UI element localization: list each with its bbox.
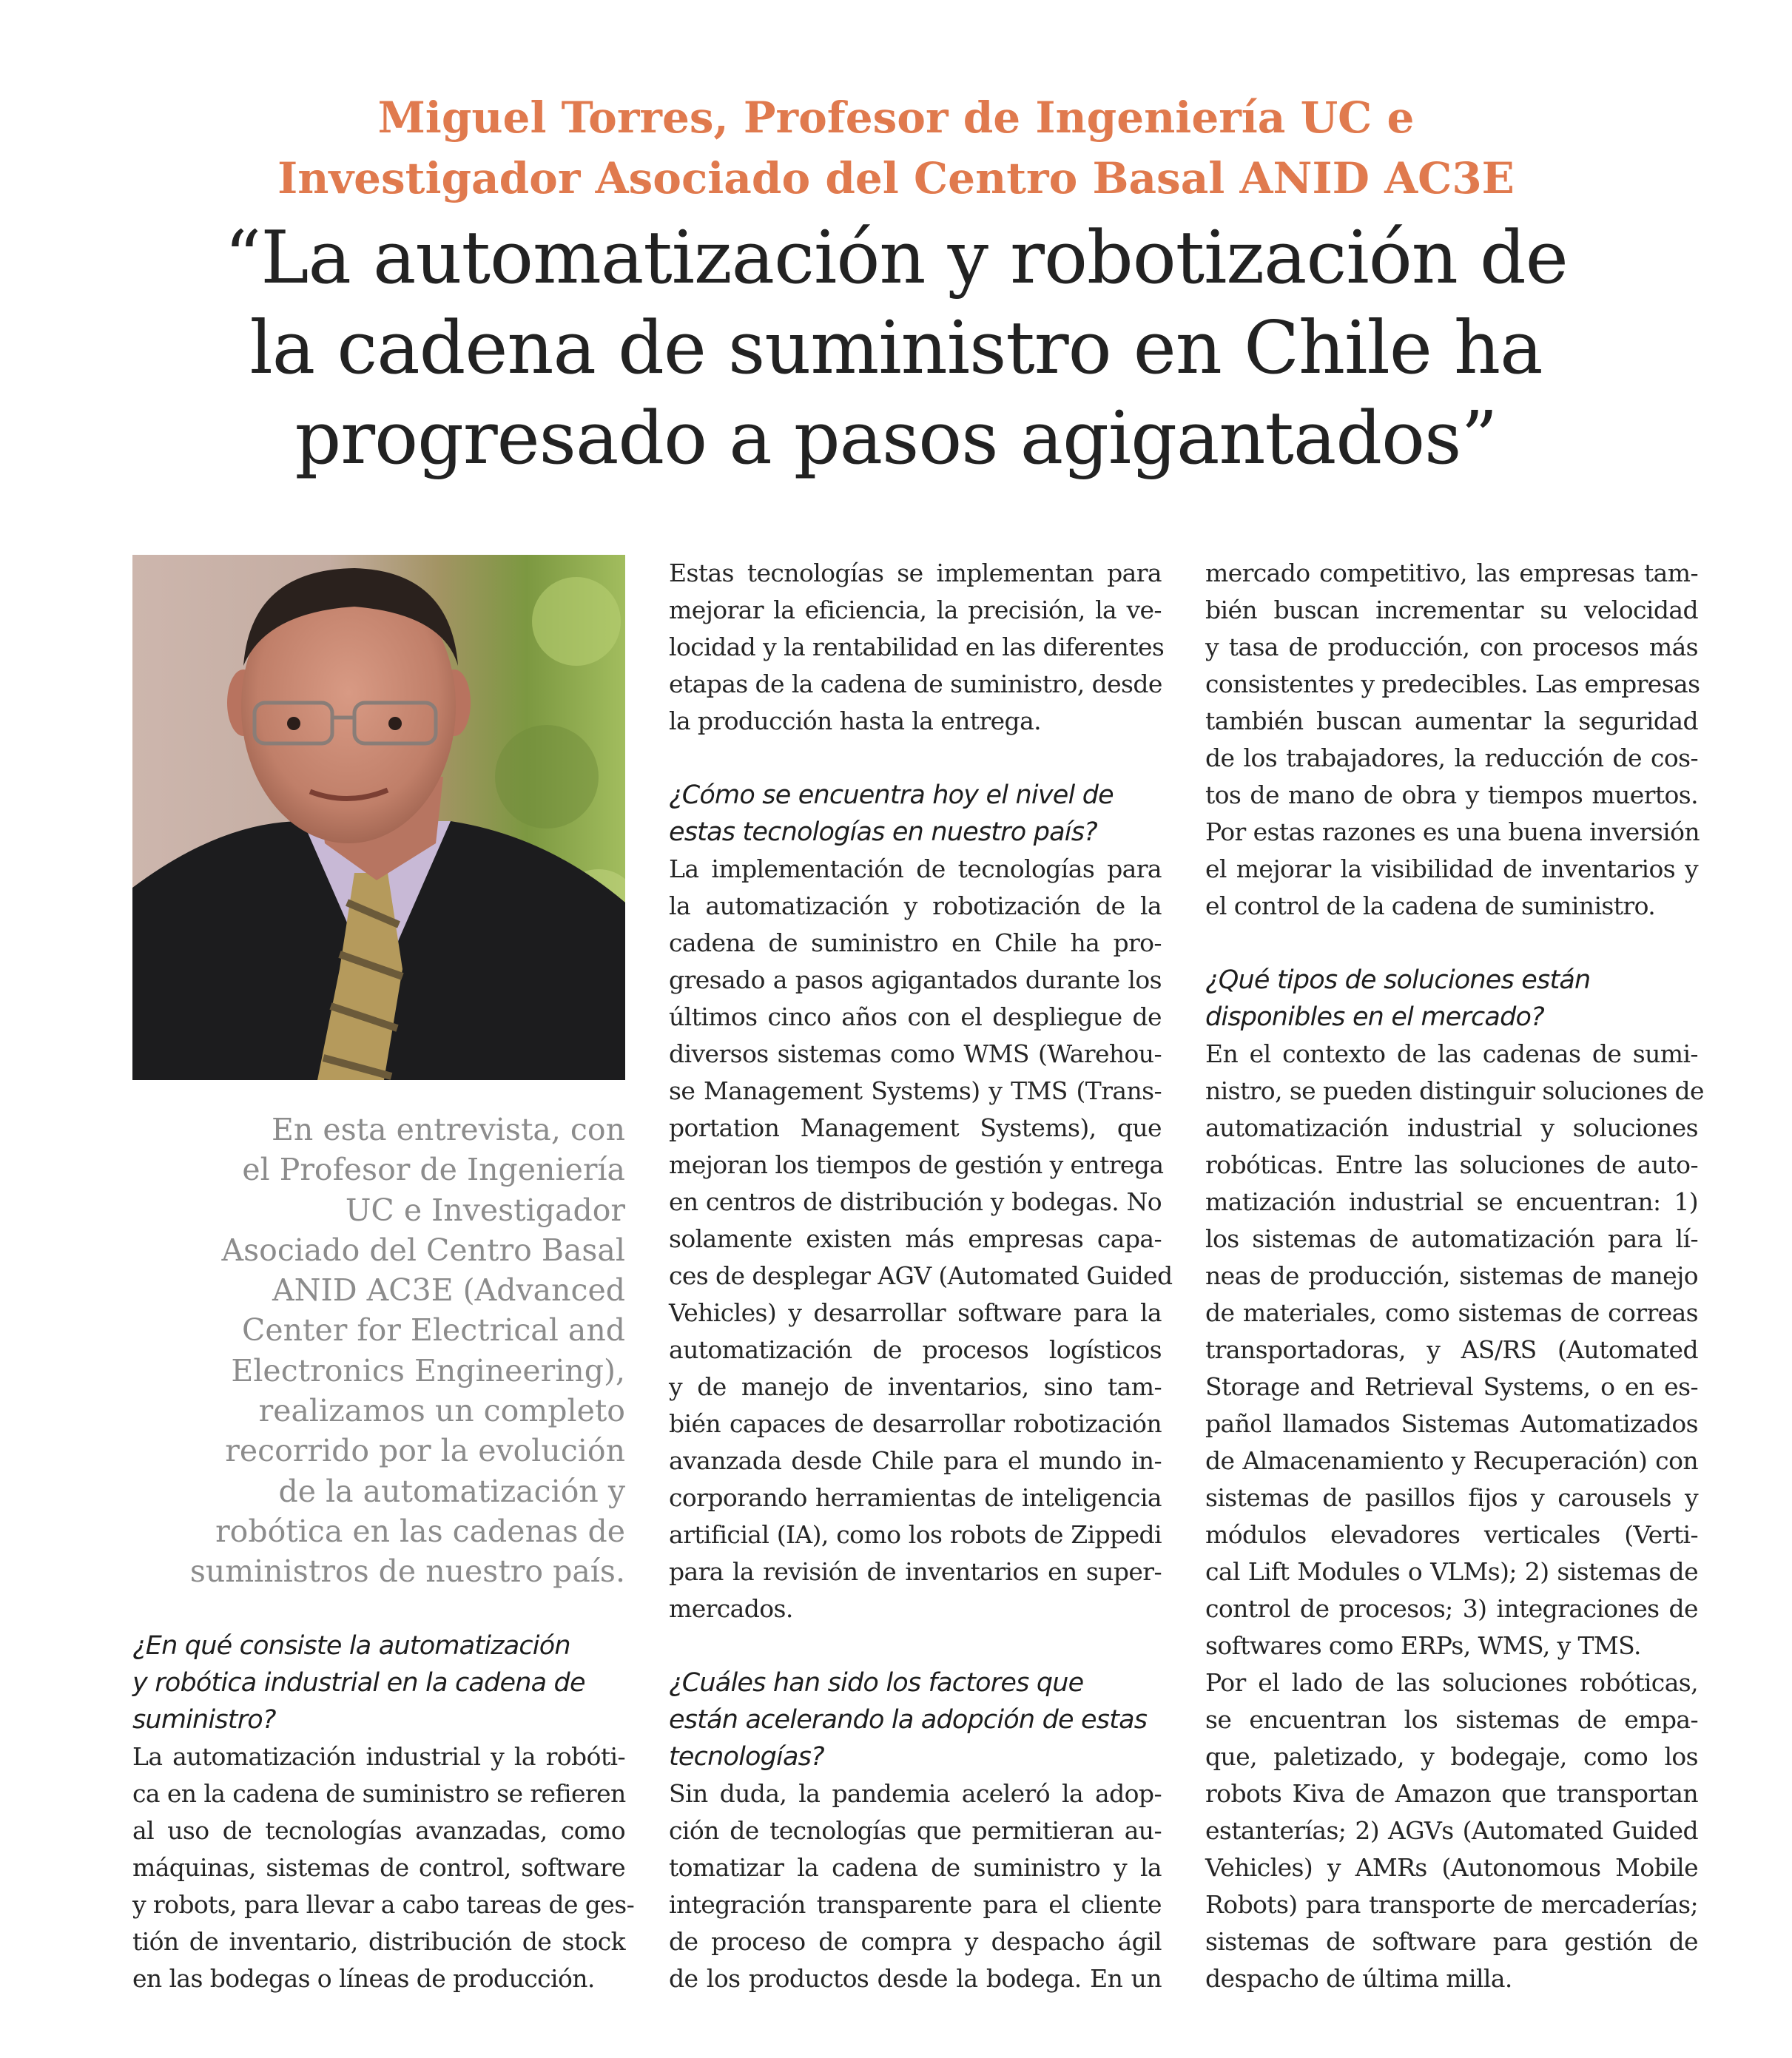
text-line: neas de producción, sistemas de manejo [1205, 1261, 1698, 1290]
question-heading [132, 1627, 625, 1738]
text-line: Vehicles) y AMRs (Autonomous Mobile [1205, 1853, 1698, 1882]
text-line: pañol llamados Sistemas Automatizados [1205, 1409, 1698, 1438]
text-line: disponibles en el mercado? [1205, 1002, 1544, 1032]
text-line: de Almacenamiento y Recuperación) con [1205, 1446, 1698, 1475]
text-line: de la automatización y [278, 1473, 625, 1509]
text-line: avanzada desde Chile para el mundo in- [669, 1446, 1162, 1475]
text-line: En el contexto de las cadenas de sumi- [1205, 1039, 1698, 1068]
text-line: los sistemas de automatización para lí- [1205, 1224, 1698, 1253]
text-line: robótica en las cadenas de [215, 1513, 625, 1549]
text-line: solamente existen más empresas capa- [669, 1224, 1162, 1253]
text-line: mejorar la eficiencia, la precisión, la ve- [669, 596, 1162, 624]
text-line: estas tecnologías en nuestro país? [669, 817, 1097, 847]
text-line: sistemas de software para gestión de [1205, 1927, 1698, 1956]
text-line: tomatizar la cadena de suministro y la [669, 1853, 1162, 1882]
text-line: Center for Electrical and [241, 1312, 625, 1349]
text-line: artificial (IA), como los robots de Zippedi [669, 1520, 1162, 1549]
question-heading [669, 1664, 1162, 1775]
text-line: la automatización y robotización de la [669, 891, 1162, 920]
text-line: máquinas, sistemas de control, software [132, 1853, 625, 1882]
text-line: Storage and Retrieval Systems, o en es- [1205, 1372, 1698, 1401]
text-line: sistemas de pasillos fijos y carousels y [1205, 1483, 1698, 1512]
text-line: cadena de suministro en Chile ha pro- [669, 928, 1162, 957]
text-line: de los trabajadores, la reducción de cos- [1205, 743, 1698, 772]
text-line: de materiales, como sistemas de correas [1205, 1298, 1698, 1327]
text-line: ces de desplegar AGV (Automated Guided [669, 1261, 1173, 1290]
text-line: ¿Qué tipos de soluciones están [1205, 965, 1591, 995]
text-line: softwares como ERPs, WMS, y TMS. [1205, 1631, 1641, 1660]
text-line: el control de la cadena de suministro. [1205, 891, 1656, 920]
text-line: el mejorar la visibilidad de inventarios y [1205, 854, 1698, 883]
text-line: control de procesos; 3) integraciones de [1205, 1594, 1698, 1623]
text-line: se Management Systems) y TMS (Trans- [669, 1076, 1162, 1105]
text-line: despacho de última milla. [1205, 1964, 1512, 1993]
text-line: de proceso de compra y despacho ágil [669, 1927, 1162, 1956]
text-line: etapas de la cadena de suministro, desde [669, 669, 1162, 698]
text-line: el Profesor de Ingeniería [242, 1152, 625, 1188]
text-line: ANID AC3E (Advanced [272, 1272, 625, 1309]
text-line: robots Kiva de Amazon que transportan [1205, 1779, 1698, 1808]
text-line: de los productos desde la bodega. En un [669, 1964, 1162, 1993]
text-line: Por estas razones es una buena inversión [1205, 817, 1700, 846]
text-line: consistentes y predecibles. Las empresas [1205, 669, 1700, 698]
text-line: últimos cinco años con el despliegue de [669, 1002, 1162, 1031]
text-line: suministros de nuestro país. [189, 1553, 625, 1590]
text-line: están acelerando la adopción de estas [669, 1705, 1148, 1735]
text-line: bién buscan incrementar su velocidad [1205, 596, 1698, 624]
body-paragraph [669, 851, 1173, 1627]
text-line: Investigador Asociado del Centro Basal ANID AC3E [277, 153, 1515, 203]
text-line: bién capaces de desarrollar robotización [669, 1409, 1162, 1438]
body-paragraph [1205, 1664, 1698, 1997]
text-line: recorrido por la evolución [225, 1433, 625, 1469]
text-line: ¿En qué consiste la automatización [132, 1631, 570, 1661]
intro-paragraph [132, 1110, 625, 1592]
article-kicker [0, 87, 1792, 209]
text-line: en las bodegas o líneas de producción. [132, 1964, 595, 1993]
text-line: transportadoras, y AS/RS (Automated [1205, 1335, 1698, 1364]
text-line: integración transparente para el cliente [669, 1890, 1162, 1919]
text-line: robóticas. Entre las soluciones de auto- [1205, 1150, 1698, 1179]
text-line: estanterías; 2) AGVs (Automated Guided [1205, 1816, 1698, 1845]
text-line: La implementación de tecnologías para [669, 854, 1162, 883]
text-line: tión de inventario, distribución de stock [132, 1927, 625, 1956]
text-line: mercados. [669, 1594, 793, 1623]
text-line: para la revisión de inventarios en super- [669, 1557, 1162, 1586]
text-line: también buscan aumentar la seguridad [1205, 706, 1698, 735]
text-line: mercado competitivo, las empresas tam- [1205, 559, 1698, 587]
text-line: diversos sistemas como WMS (Warehou- [669, 1039, 1162, 1068]
text-line: “La automatización y robotización de [224, 216, 1568, 300]
text-line: y de manejo de inventarios, sino tam- [669, 1372, 1162, 1401]
text-line: UC e Investigador [345, 1192, 625, 1228]
text-line: automatización industrial y soluciones [1205, 1113, 1698, 1142]
text-line: Sin duda, la pandemia aceleró la adop- [669, 1779, 1162, 1808]
text-line: corporando herramientas de inteligencia [669, 1483, 1162, 1512]
text-line: que, paletizado, y bodegaje, como los [1205, 1742, 1698, 1771]
text-line: Por el lado de las soluciones robóticas, [1205, 1668, 1698, 1697]
body-paragraph [1205, 1036, 1704, 1664]
text-line: automatización de procesos logísticos [669, 1335, 1162, 1364]
text-line: ca en la cadena de suministro se refieren [132, 1779, 626, 1808]
text-line: la cadena de suministro en Chile ha [249, 306, 1543, 391]
text-line: La automatización industrial y la robóti- [132, 1742, 625, 1771]
text-line: realizamos un completo [258, 1393, 625, 1429]
text-line: y robótica industrial en la cadena de [132, 1668, 585, 1698]
body-paragraph [669, 555, 1165, 740]
text-line: Robots) para transporte de mercaderías; [1205, 1890, 1698, 1919]
text-line: en centros de distribución y bodegas. No [669, 1187, 1162, 1216]
body-paragraph [669, 1775, 1162, 1997]
text-line: matización industrial se encuentran: 1) [1205, 1187, 1698, 1216]
text-line: Estas tecnologías se implementan para [669, 559, 1162, 587]
text-line: cal Lift Modules o VLMs); 2) sistemas de [1205, 1557, 1698, 1586]
body-paragraph [1205, 555, 1698, 925]
text-line: nistro, se pueden distinguir soluciones de [1205, 1076, 1704, 1105]
text-line: y tasa de producción, con procesos más [1205, 632, 1698, 661]
text-line: locidad y la rentabilidad en las diferentes [669, 632, 1165, 661]
text-line: Miguel Torres, Profesor de Ingeniería UC e [377, 92, 1415, 143]
text-line: y robots, para llevar a cabo tareas de ges- [132, 1890, 635, 1919]
text-line: al uso de tecnologías avanzadas, como [132, 1816, 625, 1845]
text-line: suministro? [132, 1705, 276, 1735]
text-line: ¿Cuáles han sido los factores que [669, 1668, 1084, 1698]
text-line: En esta entrevista, con [272, 1112, 625, 1147]
text-line: progresado a pasos agigantados” [294, 397, 1498, 481]
text-line: la producción hasta la entrega. [669, 706, 1042, 735]
body-paragraph [132, 1738, 635, 1997]
text-line: tos de mano de obra y tiempos muertos. [1205, 780, 1698, 809]
text-line: módulos elevadores verticales (Verti- [1205, 1520, 1698, 1549]
article-headline [0, 213, 1792, 484]
text-line: tecnologías? [669, 1742, 824, 1772]
text-line: portation Management Systems), que [669, 1113, 1162, 1142]
text-line: Electronics Engineering), [231, 1352, 625, 1389]
question-heading [1205, 962, 1698, 1036]
question-heading [669, 777, 1162, 851]
portrait-photo [132, 555, 625, 1080]
text-line: se encuentran los sistemas de empa- [1205, 1705, 1698, 1734]
text-line: ¿Cómo se encuentra hoy el nivel de [669, 780, 1114, 810]
text-line: ción de tecnologías que permitieran au- [669, 1816, 1162, 1845]
text-line: Asociado del Centro Basal [221, 1232, 625, 1268]
text-line: gresado a pasos agigantados durante los [669, 965, 1162, 994]
text-line: mejoran los tiempos de gestión y entrega [669, 1150, 1164, 1179]
text-line: Vehicles) y desarrollar software para la [669, 1298, 1162, 1327]
